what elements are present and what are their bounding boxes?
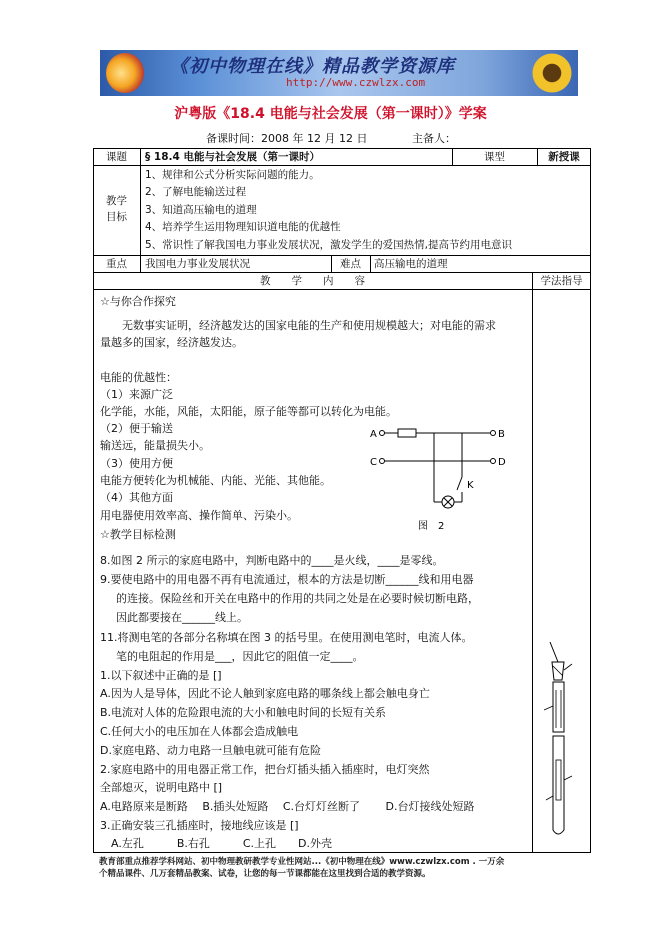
mc-option: A.电路原来是断路 B.插头处短路 C.台灯灯丝断了 D.台灯接线处短路 [100, 800, 475, 813]
goals-label-2: 目标 [106, 211, 127, 223]
advantage-line: （1）来源广泛 [100, 388, 173, 401]
sunflower-icon [528, 52, 576, 94]
key-label: 重点 [106, 258, 127, 270]
goal-item: 4、培养学生运用物理知识道电能的优越性 [145, 221, 341, 233]
key-value: 我国电力事业发展状况 [145, 258, 250, 270]
mc-question-3: 3.正确安装三孔插座时，接地线应该是 [] [100, 819, 299, 832]
question-11: 11.将测电笔的各部分名称填在图 3 的括号里。在使用测电笔时，电流人体。 [100, 631, 473, 644]
advantage-line: （2）便于输送 [100, 422, 173, 435]
footer-line: 教育部重点推荐学科网站、初中物理教研教学专业性网站...《初中物理在线》www.czwlzx.com . 一万余 [99, 857, 505, 867]
preparer: 主备人： [412, 132, 456, 145]
goal-item: 5、常识性了解我国电力事业发展状况，激发学生的爱国热情,提高节约用电意识 [145, 239, 513, 251]
advantage-line: 用电器使用效率高、操作简单、污染小。 [100, 509, 298, 522]
mc-option: B.电流对人体的危险跟电流的大小和触电时间的长短有关系 [100, 706, 387, 719]
method-header: 学法指导 [540, 275, 583, 287]
question-11: 笔的电阻起的作用是___，因此它的阻值一定____。 [116, 650, 364, 663]
document-title: 沪粤版《18.4 电能与社会发展（第一课时）》学案 [174, 106, 487, 122]
banner-url: http://www.czwlzx.com [286, 76, 426, 89]
mc-question-1: 1.以下叙述中正确的是 [] [100, 669, 222, 682]
mc-question-2: 全部熄灭，说明电路中 [] [100, 781, 223, 794]
question-9: 因此都要接在______线上。 [116, 611, 248, 624]
footer-line: 个精品课件、几万套精品教案、试卷，让您的每一节课都能在这里找到合适的教学资源。 [99, 869, 431, 879]
mc-option: D.家庭电路、动力电路一旦触电就可能有危险 [100, 744, 321, 757]
paragraph: 无数事实证明，经济越发达的国家电能的生产和使用规模越大；对电能的需求 [122, 319, 496, 332]
mc-option: A.因为人是导体，因此不论人触到家庭电路的哪条线上都会触电身亡 [100, 687, 430, 700]
logo-icon [106, 53, 144, 93]
test-pen-figure [536, 640, 576, 845]
advantage-line: 电能方便转化为机械能、内能、光能、其他能。 [100, 474, 331, 487]
goal-item: 2、了解电能输送过程 [145, 186, 247, 198]
question-9: 9.要使电路中的用电器不再有电流通过，根本的方法是切断______线和用电器 [100, 573, 474, 586]
site-banner [100, 50, 578, 96]
goal-item: 3、知道高压输电的道理 [145, 204, 257, 216]
question-8: 8.如图 2 所示的家庭电路中，判断电路中的____是火线，____是零线。 [100, 554, 444, 567]
topic-label: 课题 [106, 151, 127, 163]
goal-item: 1、规律和公式分析实际问题的能力。 [145, 169, 320, 181]
label-d: D [498, 457, 506, 468]
mc-question-2: 2.家庭电路中的用电器正常工作，把台灯插头插入插座时，电灯突然 [100, 763, 430, 776]
paragraph: 量越多的国家，经济越发达。 [100, 336, 243, 349]
content-header: 教 学 内 容 [260, 275, 365, 287]
label-b: B [498, 429, 505, 440]
topic-value: § 18.4 电能与社会发展（第一课时） [145, 151, 320, 163]
mc-option: C.任何大小的电压加在人体都会造成触电 [100, 725, 299, 738]
fuse-icon [398, 429, 416, 437]
type-label: 课型 [484, 151, 505, 163]
switch-icon [457, 477, 462, 490]
advantages-title: 电能的优越性： [100, 371, 177, 384]
figure-caption: 图 2 [418, 521, 445, 532]
mc-option: A.左孔 B.右孔 C.上孔 D.外壳 [100, 837, 333, 850]
advantage-line: 化学能，水能，风能，太阳能，原子能等都可以转化为电能。 [100, 405, 397, 418]
banner-title: 《初中物理在线》精品教学资源库 [170, 56, 455, 77]
question-9: 的连接。保险丝和开关在电路中的作用的共同之处是在必要时候切断电路， [116, 592, 479, 605]
section-cooperate: ☆与你合作探究 [100, 295, 176, 308]
advantage-line: （4）其他方面 [100, 491, 173, 504]
difficulty-value: 高压输电的道理 [374, 258, 448, 270]
advantage-line: 输送远，能量损失小。 [100, 439, 210, 452]
circuit-diagram [368, 422, 508, 534]
label-a: A [370, 429, 377, 440]
difficulty-label: 难点 [340, 258, 361, 270]
goals-label-1: 教学 [106, 195, 127, 207]
prep-time: 备课时间：2008 年 12 月 12 日 [206, 132, 368, 145]
footer-note [99, 856, 569, 880]
section-check: ☆教学目标检测 [100, 528, 176, 541]
type-value: 新授课 [548, 151, 580, 163]
advantage-line: （3）使用方便 [100, 457, 173, 470]
label-c: C [370, 457, 377, 468]
label-k: K [467, 480, 474, 491]
